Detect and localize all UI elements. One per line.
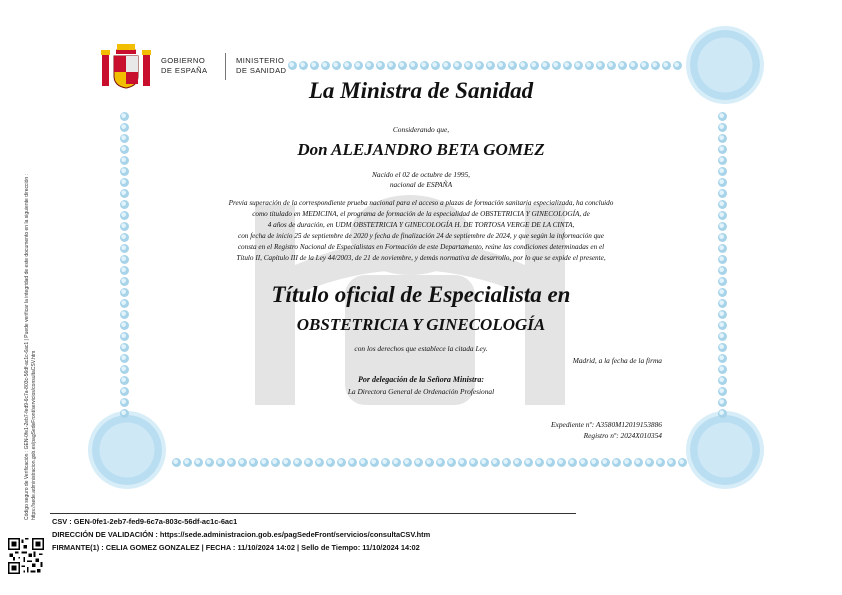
border-dot bbox=[574, 61, 583, 70]
border-dot bbox=[120, 244, 129, 253]
border-dot bbox=[590, 458, 599, 467]
specialty-name: OBSTETRICIA Y GINECOLOGÍA bbox=[296, 315, 546, 334]
border-dot bbox=[541, 61, 550, 70]
border-dot bbox=[718, 365, 727, 374]
border-dot bbox=[288, 61, 297, 70]
border-dot bbox=[718, 134, 727, 143]
expediente-number: Expediente nº: A3580M12019153886 bbox=[551, 420, 662, 429]
footer-divider bbox=[50, 513, 576, 514]
border-dot bbox=[596, 61, 605, 70]
border-dot bbox=[120, 299, 129, 308]
border-dot bbox=[718, 343, 727, 352]
border-dot bbox=[546, 458, 555, 467]
border-dot bbox=[120, 200, 129, 209]
border-dot bbox=[120, 277, 129, 286]
border-dot bbox=[667, 458, 676, 467]
border-dot bbox=[337, 458, 346, 467]
border-dot bbox=[120, 332, 129, 341]
border-dot bbox=[718, 387, 727, 396]
border-dot bbox=[354, 61, 363, 70]
corner-medallion-bottom-left bbox=[92, 415, 162, 485]
border-dot bbox=[442, 61, 451, 70]
border-dot bbox=[524, 458, 533, 467]
border-dot bbox=[568, 458, 577, 467]
border-dot bbox=[718, 178, 727, 187]
border-dot bbox=[392, 458, 401, 467]
border-dot bbox=[607, 61, 616, 70]
border-dot bbox=[718, 211, 727, 220]
border-dot bbox=[718, 310, 727, 319]
qr-code-icon bbox=[8, 538, 44, 574]
border-dot bbox=[718, 321, 727, 330]
border-dot bbox=[365, 61, 374, 70]
border-dot bbox=[475, 61, 484, 70]
border-dot bbox=[120, 310, 129, 319]
border-dot bbox=[120, 288, 129, 297]
border-dot bbox=[359, 458, 368, 467]
border-dot bbox=[552, 61, 561, 70]
border-dot bbox=[662, 61, 671, 70]
border-dot bbox=[238, 458, 247, 467]
body-line: con fecha de inicio 25 de septiembre de 2020 y fecha de finalización 24 de septiembre de 2024, y que según la información que bbox=[238, 232, 604, 240]
place-date: Madrid, a la fecha de la firma bbox=[572, 356, 662, 365]
border-dot bbox=[120, 167, 129, 176]
border-dot bbox=[458, 458, 467, 467]
border-dot bbox=[381, 458, 390, 467]
registro-number: Registro nº: 2024X010354 bbox=[583, 431, 662, 440]
border-dot bbox=[409, 61, 418, 70]
border-dot bbox=[480, 458, 489, 467]
degree-title: Título oficial de Especialista en bbox=[271, 282, 571, 307]
border-dot bbox=[464, 61, 473, 70]
border-dot bbox=[618, 61, 627, 70]
border-dot bbox=[718, 233, 727, 242]
border-dot bbox=[120, 255, 129, 264]
border-dot bbox=[431, 61, 440, 70]
border-dot bbox=[513, 458, 522, 467]
border-dot bbox=[343, 61, 352, 70]
border-dot bbox=[120, 145, 129, 154]
border-dot bbox=[376, 61, 385, 70]
border-dot bbox=[718, 189, 727, 198]
border-dot bbox=[370, 458, 379, 467]
border-dot bbox=[718, 244, 727, 253]
delegation-text: Por delegación de la Señora Ministra: bbox=[357, 375, 484, 384]
border-dot bbox=[579, 458, 588, 467]
birth-date: Nacido el 02 de octubre de 1995, bbox=[371, 170, 471, 179]
border-dot bbox=[585, 61, 594, 70]
border-dot bbox=[563, 61, 572, 70]
considering-text: Considerando que, bbox=[392, 125, 450, 134]
border-dot bbox=[425, 458, 434, 467]
border-dot bbox=[282, 458, 291, 467]
border-dot bbox=[120, 189, 129, 198]
director-text: La Directora General de Ordenación Profesional bbox=[347, 387, 495, 396]
border-dot bbox=[718, 123, 727, 132]
border-dot bbox=[172, 458, 181, 467]
body-line: Título II, Capítulo III de la Ley 44/2003, de 21 de noviembre, y demás normativa de desarrollo, por lo que se expide el presente, bbox=[236, 254, 606, 262]
recipient-name: Don ALEJANDRO BETA GOMEZ bbox=[297, 140, 545, 159]
border-dot bbox=[420, 61, 429, 70]
border-dot bbox=[718, 156, 727, 165]
border-dot bbox=[601, 458, 610, 467]
border-dot bbox=[120, 233, 129, 242]
ministry-line-1: MINISTERIO bbox=[236, 56, 285, 65]
border-dot bbox=[623, 458, 632, 467]
border-dot bbox=[120, 343, 129, 352]
border-dot bbox=[249, 458, 258, 467]
border-dot bbox=[718, 299, 727, 308]
validation-url[interactable]: DIRECCIÓN DE VALIDACIÓN : https://sede.administracion.gob.es/pagSedeFront/servicios/consultaCSV.htm bbox=[52, 530, 431, 539]
body-line: Previa superación de la correspondiente prueba nacional para el acceso a plazas de formación sanitaria especializada, ha concluido bbox=[228, 199, 614, 207]
border-dot bbox=[718, 255, 727, 264]
border-dot bbox=[293, 458, 302, 467]
corner-medallion-bottom-right bbox=[690, 415, 760, 485]
border-dot bbox=[398, 61, 407, 70]
border-dot bbox=[387, 61, 396, 70]
border-dot bbox=[120, 365, 129, 374]
border-dot bbox=[120, 156, 129, 165]
border-dot bbox=[216, 458, 225, 467]
border-dot bbox=[120, 409, 129, 418]
border-dot bbox=[502, 458, 511, 467]
border-dot bbox=[678, 458, 687, 467]
body-line: 4 años de duración, en UDM OBSTETRICIA Y GINECOLOGÍA H. DE TORTOSA VERGE DE LA CINTA, bbox=[267, 221, 575, 229]
border-dot bbox=[530, 61, 539, 70]
border-dot bbox=[120, 321, 129, 330]
border-dot bbox=[120, 211, 129, 220]
border-dot bbox=[634, 458, 643, 467]
border-dot bbox=[120, 134, 129, 143]
border-dot bbox=[227, 458, 236, 467]
border-dot bbox=[260, 458, 269, 467]
border-dot bbox=[656, 458, 665, 467]
border-dot bbox=[673, 61, 682, 70]
border-dot bbox=[718, 354, 727, 363]
border-dot bbox=[718, 409, 727, 418]
csv-code: CSV : GEN-0fe1-2eb7-fed9-6c7a-803c-56df-ac1c-6ac1 bbox=[52, 517, 238, 526]
header-divider bbox=[225, 53, 226, 80]
border-dot bbox=[486, 61, 495, 70]
gov-line-1: GOBIERNO bbox=[161, 56, 206, 65]
border-dot bbox=[491, 458, 500, 467]
border-dot bbox=[640, 61, 649, 70]
border-dot bbox=[183, 458, 192, 467]
border-dot bbox=[508, 61, 517, 70]
border-dot bbox=[718, 112, 727, 121]
border-dot bbox=[497, 61, 506, 70]
border-dot bbox=[120, 222, 129, 231]
border-dot bbox=[612, 458, 621, 467]
border-dot bbox=[120, 266, 129, 275]
border-dot bbox=[645, 458, 654, 467]
border-dot bbox=[299, 61, 308, 70]
border-dot bbox=[469, 458, 478, 467]
border-dot bbox=[535, 458, 544, 467]
border-dot bbox=[414, 458, 423, 467]
border-dot bbox=[120, 123, 129, 132]
border-dot bbox=[321, 61, 330, 70]
gov-line-2: DE ESPAÑA bbox=[161, 66, 208, 75]
border-dot bbox=[718, 145, 727, 154]
border-dot bbox=[718, 266, 727, 275]
border-dot bbox=[718, 277, 727, 286]
side-verification-note bbox=[24, 170, 38, 520]
border-dot bbox=[194, 458, 203, 467]
border-dot bbox=[271, 458, 280, 467]
signer-info: FIRMANTE(1) : CELIA GOMEZ GONZALEZ | FECHA : 11/10/2024 14:02 | Sello de Tiempo: 11/10/2024 14:02 bbox=[52, 543, 420, 552]
rights-text: con los derechos que establece la citada Ley. bbox=[354, 344, 488, 353]
border-dot bbox=[120, 376, 129, 385]
border-dot bbox=[205, 458, 214, 467]
border-dot bbox=[304, 458, 313, 467]
nationality: nacional de ESPAÑA bbox=[389, 180, 453, 189]
border-dot bbox=[120, 178, 129, 187]
border-dot bbox=[120, 398, 129, 407]
border-dot bbox=[557, 458, 566, 467]
border-dot bbox=[326, 458, 335, 467]
border-dot bbox=[718, 222, 727, 231]
border-dot bbox=[718, 332, 727, 341]
body-line: como titulado en MEDICINA, el programa de formación de la especialidad de OBSTETRICIA Y GINECOLOGÍA, de bbox=[252, 210, 590, 218]
border-dot bbox=[436, 458, 445, 467]
border-dot bbox=[718, 200, 727, 209]
border-dot bbox=[718, 376, 727, 385]
border-dot bbox=[629, 61, 638, 70]
issuer-title: La Ministra de Sanidad bbox=[308, 78, 534, 103]
ministry-line-2: DE SANIDAD bbox=[236, 66, 287, 75]
border-dot bbox=[718, 288, 727, 297]
border-dot bbox=[718, 398, 727, 407]
side-note-line-2: https://sede.administracion.gob.es/pagSedeFront/servicios/consultaCSV.htm bbox=[31, 350, 37, 520]
border-dot bbox=[332, 61, 341, 70]
border-dot bbox=[120, 387, 129, 396]
border-dot bbox=[348, 458, 357, 467]
border-dot bbox=[120, 354, 129, 363]
border-dot bbox=[447, 458, 456, 467]
border-dot bbox=[403, 458, 412, 467]
border-dot bbox=[310, 61, 319, 70]
border-dot bbox=[519, 61, 528, 70]
border-dot bbox=[651, 61, 660, 70]
border-dot bbox=[718, 167, 727, 176]
body-line: consta en el Registro Nacional de Especialistas en Formación de este Departamento, reúne las condiciones determinadas en el bbox=[237, 243, 605, 251]
border-dot bbox=[453, 61, 462, 70]
border-dot bbox=[315, 458, 324, 467]
border-dot bbox=[120, 112, 129, 121]
side-note-line-1: Código seguro de Verificación : GEN-0fe1-2eb7-fed9-6c7a-803c-56df-ac1c-6ac1 | Puede verificar la integridad de este documento en la siguiente dirección : bbox=[24, 174, 30, 520]
